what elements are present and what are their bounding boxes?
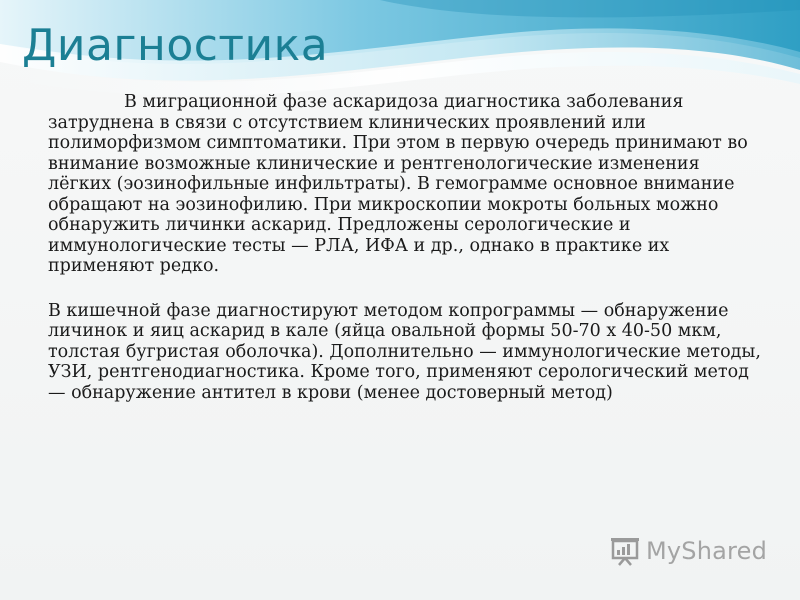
paragraph-intestinal-phase: В кишечной фазе диагностируют методом копрограммы — обнаружение личинок и яиц аскарид в кале (яйца овальной формы 50-70 х 40-50 мкм, толстая бугристая оболочка). Дополнительно — иммунологические методы, УЗИ, рентгенодиагностика. Кроме того, применяют серологический метод — обнаружение антител в крови (менее достоверный метод) bbox=[48, 300, 761, 403]
slide-title: Диагностика bbox=[22, 20, 329, 71]
paragraph-migration-phase: В миграционной фазе аскаридоза диагностика заболевания затруднена в связи с отсутствием клинических проявлений или полиморфизмом симптоматики. При этом в первую очередь принимают во внимание возможные клинические и рентгенологические изменения лёгких (эозинофильные инфильтраты). В гемограмме основное внимание обращают на эозинофилию. При микроскопии мокроты больных можно обнаружить личинки аскарид. Предложены серологические и иммунологические тесты — РЛА, ИФА и др., однако в практике их применяют редко. bbox=[48, 92, 748, 276]
presentation-board-icon bbox=[608, 536, 642, 566]
myshared-watermark[interactable] bbox=[608, 536, 767, 566]
watermark-text: MyShared bbox=[646, 537, 768, 565]
slide-body bbox=[48, 92, 766, 403]
